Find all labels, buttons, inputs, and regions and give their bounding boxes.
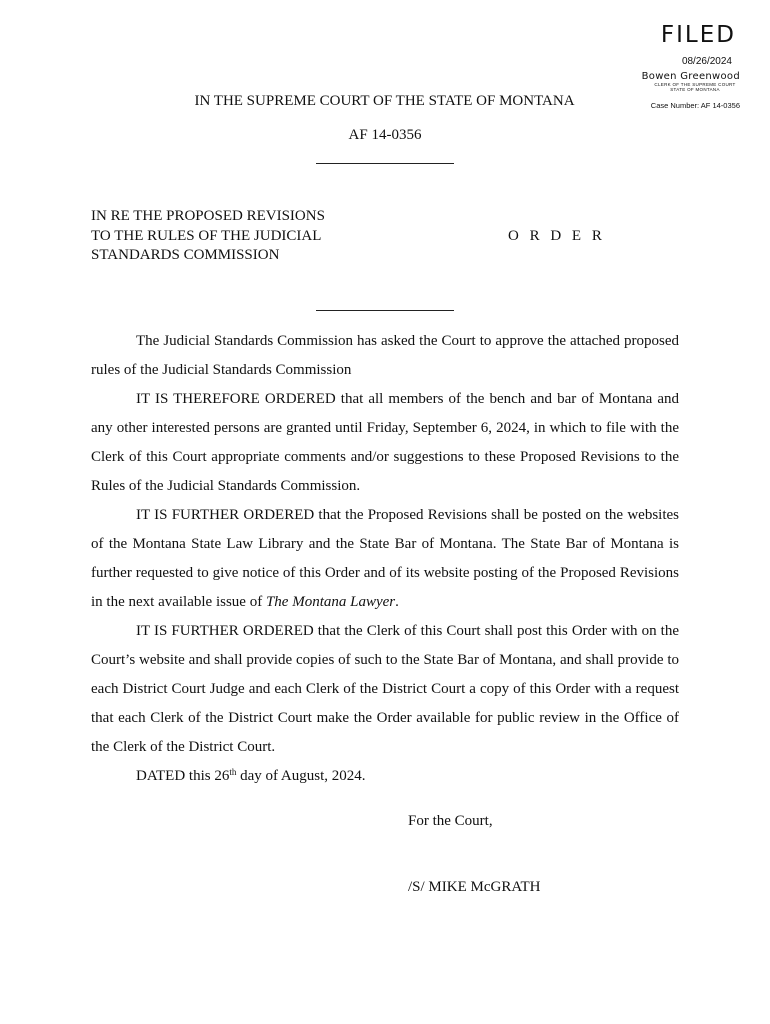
filed-date: 08/26/2024 [681,56,732,67]
posting-text: IT IS FURTHER ORDERED that the Proposed Revisions shall be posted on the websites of the Montana State Law Library and the State Bar of Montana. The State Bar of Montana is further requested to give notice of this Order and of its website posting of the Proposed Revisions in the next available issue of [91,507,679,610]
court-title [0,93,770,110]
clerk-title-line1: CLERK OF THE SUPREME COURT [654,82,736,87]
dated-ordinal: th [229,767,237,777]
order-heading: O R D E R [508,228,606,244]
paragraph-comment-period: IT IS THEREFORE ORDERED that all members of the bench and bar of Montana and any other interested persons are granted until Friday, September 6, 2024, in which to file with the Clerk of this Court appropriate comments and/or suggestions to these Proposed Revisions to the Rules of the Judicial Standards Commission. [91,391,679,494]
filed-label: FILED [660,22,736,48]
paragraph-request: The Judicial Standards Commission has asked the Court to approve the attached proposed rules of the Judicial Standards Commission [91,333,679,378]
dated-rest: day of August, 2024. [236,768,366,784]
signer-name: /S/ MIKE McGRATH [408,879,541,895]
dated-text: DATED this 26 [136,768,230,784]
court-title-text: IN THE SUPREME COURT OF THE STATE OF MONTANA [194,93,575,109]
case-number: AF 14-0356 [348,127,422,143]
paragraph-posting [91,501,679,617]
clerk-title-line2: STATE OF MONTANA [670,87,720,92]
case-caption [91,207,325,266]
caption-line: IN RE THE PROPOSED REVISIONS [91,208,325,224]
clerk-signature: Bowen Greenwood [641,71,740,82]
divider-bottom [316,310,454,311]
caption-line: TO THE RULES OF THE JUDICIAL [91,227,322,244]
publication-title: The Montana Lawyer [265,594,396,610]
caption-line: STANDARDS COMMISSION [91,247,280,263]
divider-top [316,163,454,164]
for-the-court: For the Court, [408,813,493,829]
dated-line [91,762,679,791]
stamp-case-number: Case Number: AF 14-0356 [650,101,740,110]
paragraph-distribution: IT IS FURTHER ORDERED that the Clerk of this Court shall post this Order with on the Court’s website and shall provide copies of such to the State Bar of Montana, and shall provide to each District Court Judge and each Clerk of the District Court a copy of this Order with a request that each Clerk of the District Court make the Order available for public review in the Office of the Clerk of the District Court. [91,623,679,755]
posting-period: . [395,594,399,610]
order-body [91,327,679,791]
